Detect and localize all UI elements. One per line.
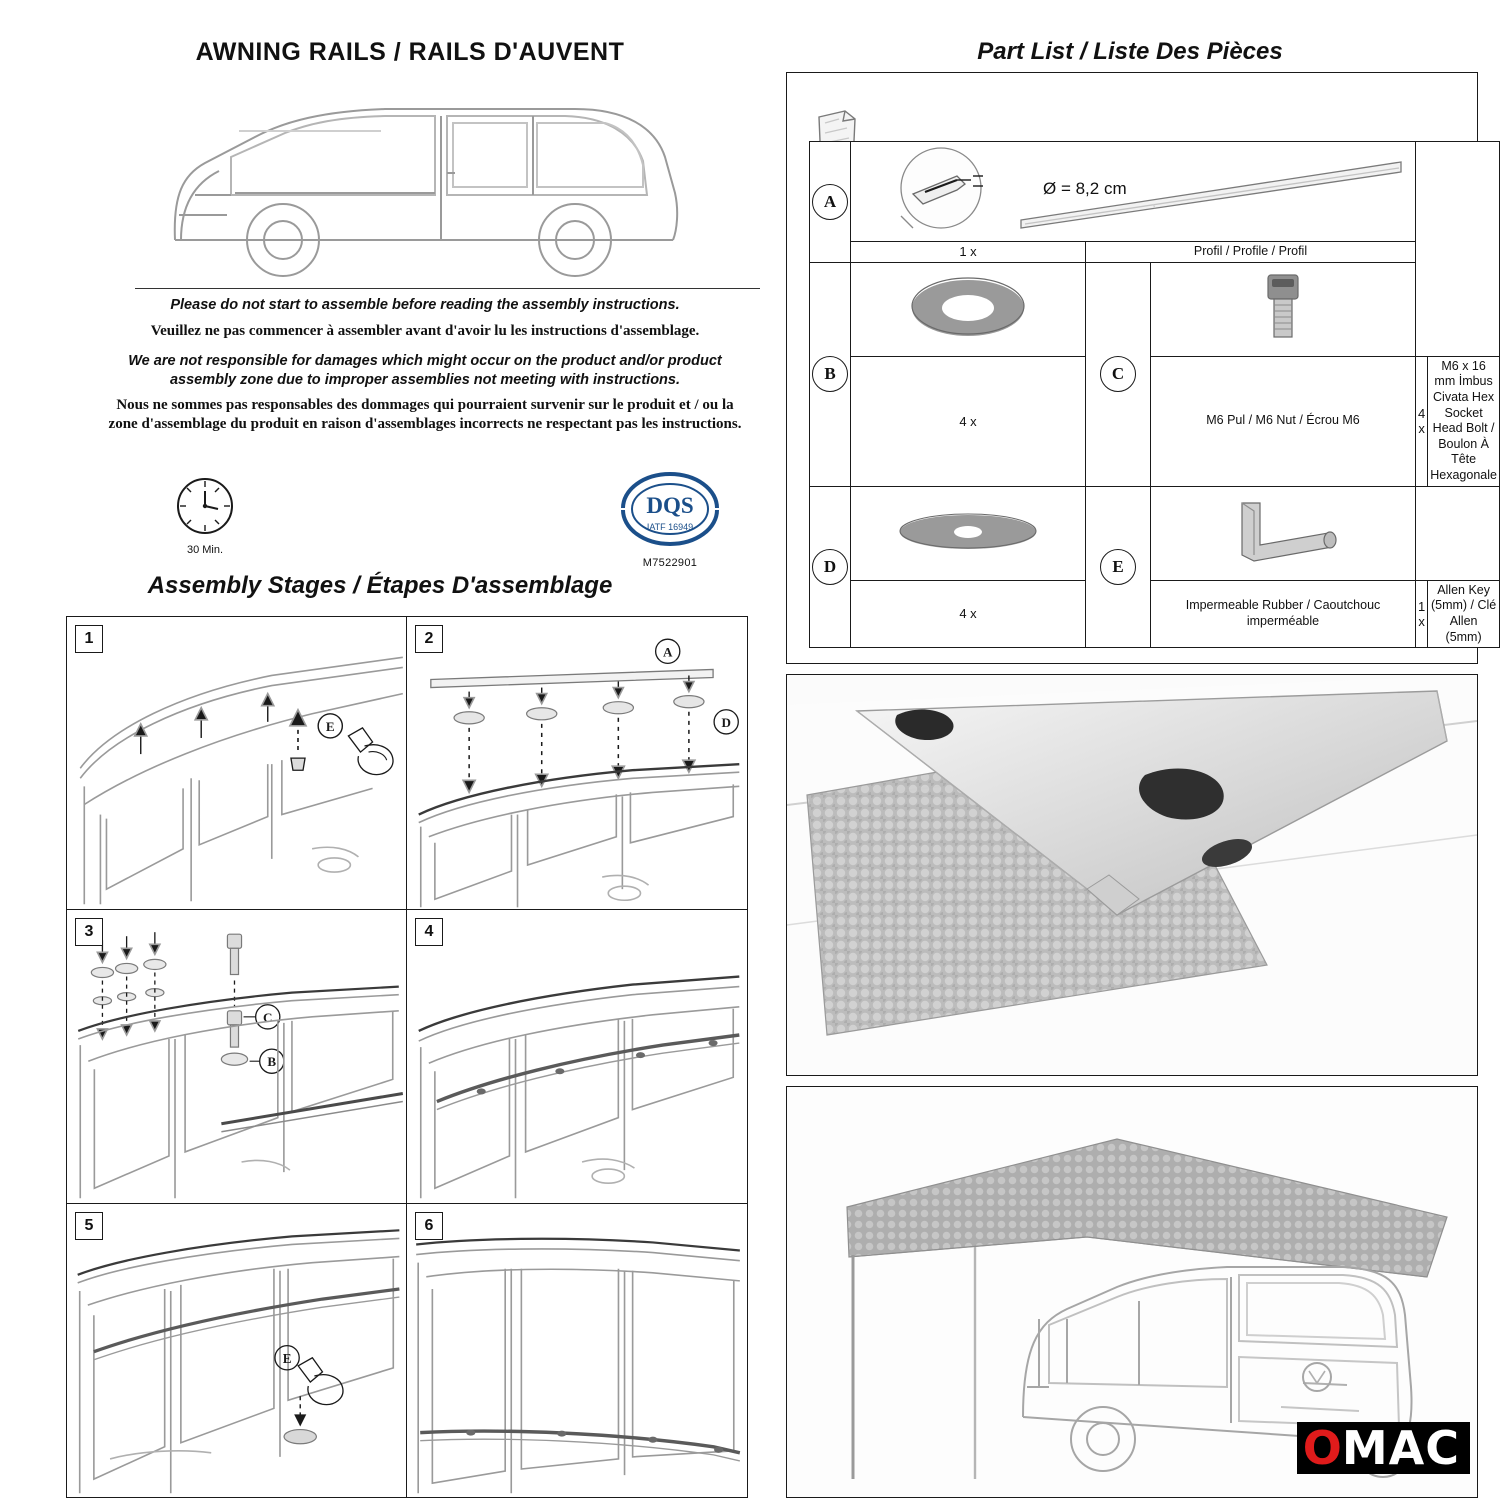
part-d-qty: 4 x [851, 580, 1086, 648]
vehicle-illustration [135, 75, 695, 290]
part-e-desc: Allen Key (5mm) / Clé Allen (5mm) [1428, 580, 1500, 648]
part-a-qty: 1 x [851, 242, 1086, 263]
part-d-desc: Impermeable Rubber / Caoutchouc imperméable [1151, 580, 1416, 648]
part-b-desc: M6 Pul / M6 Nut / Écrou M6 [1151, 356, 1416, 486]
warning-text-fr-2: Nous ne sommes pas responsables des dommages qui pourraient survenir sur le produit et / ou la zone d'assemblage du produit en raison d'assemblages incorrects ne respectant pas les instructions. [108, 397, 742, 433]
part-e-qty: 1 x [1416, 580, 1428, 648]
step-number: 3 [75, 918, 103, 946]
assembly-stages-grid [66, 616, 748, 1498]
table-row [810, 580, 1500, 648]
part-list-title: Part List / Liste Des Pièces [977, 38, 1283, 65]
part-list-panel [786, 72, 1497, 664]
svg-text:B: B [267, 1054, 277, 1070]
parts-table [809, 141, 1500, 648]
certification-code: M7522901 [642, 557, 698, 569]
part-c-illustration [1151, 262, 1416, 356]
assembly-time-badge [160, 475, 250, 556]
divider [135, 288, 760, 289]
part-letter-d: D [812, 549, 848, 585]
part-letter-c: C [1100, 356, 1136, 392]
assembly-step-5 [67, 1204, 407, 1497]
part-letter-a-cell [810, 142, 851, 263]
part-letter-b: B [812, 356, 848, 392]
part-a-illustration [851, 142, 1416, 242]
part-letter-c-cell [1086, 262, 1151, 486]
left-column [60, 20, 760, 1480]
step-number: 2 [415, 625, 443, 653]
step-3-illustration [67, 910, 406, 1202]
assembly-time-label: 30 Min. [186, 544, 224, 556]
table-row [810, 486, 1500, 580]
step-number: 6 [415, 1212, 443, 1240]
certification-badge [605, 468, 735, 569]
clock-icon [174, 475, 236, 537]
part-letter-e-cell [1086, 486, 1151, 648]
diameter-note-text: Ø = 8,2 cm [1043, 179, 1127, 198]
assembly-step-2 [407, 617, 747, 910]
part-e-illustration [1151, 486, 1416, 580]
step-4-illustration [407, 910, 747, 1202]
part-d-illustration [851, 486, 1086, 580]
svg-text:A: A [662, 644, 673, 660]
part-b-illustration [851, 262, 1086, 356]
warning-text-en-2: We are not responsible for damages which might occur on the product and/or product assembly zone due to improper assemblies not meeting with instructions. [128, 353, 722, 388]
part-letter-e: E [1100, 549, 1136, 585]
dqs-logo-icon [611, 468, 729, 550]
step-6-illustration [407, 1204, 747, 1497]
step-number: 5 [75, 1212, 103, 1240]
table-row [810, 142, 1500, 242]
right-column [780, 20, 1497, 1480]
part-letter-b-cell [810, 262, 851, 486]
warning-text-en-1: Please do not start to assemble before reading the assembly instructions. [170, 297, 680, 313]
step-5-illustration [67, 1204, 406, 1497]
step-number: 4 [415, 918, 443, 946]
warning-text-fr-1: Veuillez ne pas commencer à assembler avant d'avoir lu les instructions d'assemblage. [150, 323, 700, 339]
step-2-illustration [407, 617, 747, 909]
part-c-desc: M6 x 16 mm İmbus Civata Hex Socket Head Bolt / Boulon À Tête Hexagonale [1428, 356, 1500, 486]
svg-text:C: C [263, 1010, 273, 1026]
part-letter-d-cell [810, 486, 851, 648]
page-title: AWNING RAILS / RAILS D'AUVENT [195, 38, 625, 66]
assembly-stages-title: Assembly Stages / Étapes D'assemblage [147, 572, 613, 599]
table-row [810, 262, 1500, 356]
svg-text:E: E [325, 718, 335, 734]
part-a-desc: Profil / Profile / Profil [1086, 242, 1416, 263]
svg-text:IATF 16949: IATF 16949 [646, 522, 694, 532]
part-b-qty: 4 x [851, 356, 1086, 486]
svg-text:D: D [721, 714, 731, 730]
product-photo-rail-detail [786, 674, 1478, 1076]
brand-logo [1297, 1422, 1470, 1474]
assembly-step-3 [67, 910, 407, 1203]
table-row [810, 242, 1500, 263]
part-c-qty: 4 x [1416, 356, 1428, 486]
svg-text:E: E [282, 1350, 292, 1366]
part-letter-a: A [812, 184, 848, 220]
brand-logo-text: MAC [1341, 1421, 1460, 1475]
svg-text:DQS: DQS [646, 493, 694, 518]
assembly-step-1 [67, 617, 407, 910]
table-row [810, 356, 1500, 486]
assembly-step-6 [407, 1204, 747, 1497]
step-1-illustration [67, 617, 406, 909]
brand-logo-o: O [1302, 1421, 1342, 1475]
assembly-step-4 [407, 910, 747, 1203]
step-number: 1 [75, 625, 103, 653]
